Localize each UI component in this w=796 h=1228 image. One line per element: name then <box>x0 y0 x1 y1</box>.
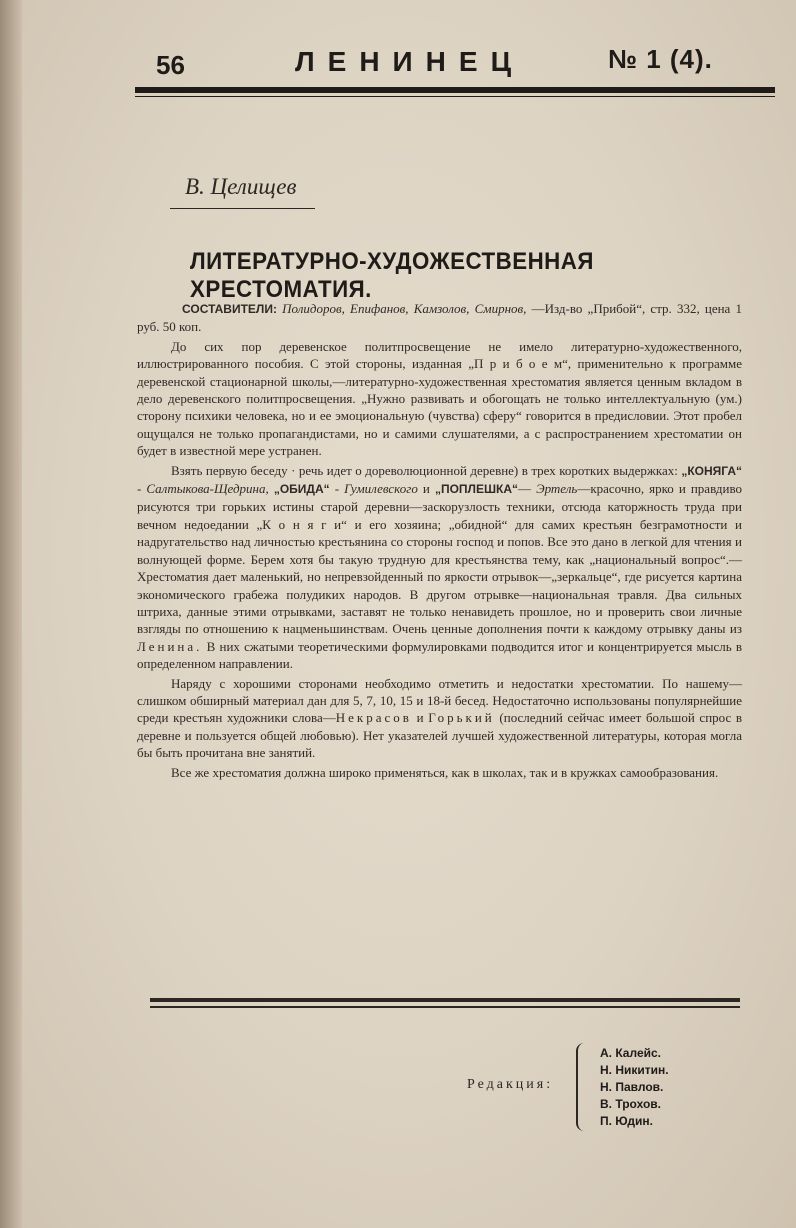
paragraph-2-text: Взять первую беседу · речь идет о дореволюционной деревне) в трех коротких выдержках: <box>171 462 678 478</box>
work-author: Салтыкова-Щедрина, <box>146 481 269 497</box>
footer-rule-thin <box>150 1006 740 1008</box>
brace-bracket <box>576 1043 588 1131</box>
footer-rule <box>150 998 740 1002</box>
issue-number: № 1 (4). <box>608 44 713 74</box>
editor-name: В. Трохов. <box>600 1097 661 1111</box>
work-author: Гумилевского <box>344 481 418 497</box>
paragraph-3-text: Наряду с хорошими сторонами необходимо отметить и недостатки хрестоматии. По нашему—слишком обширный материал дан для 5, 7, 10, 15 и 18-й бесед. Недостаточно использованы популярнейшие среди крестьян художники слова— <box>137 675 742 726</box>
journal-title: ЛЕНИНЕЦ <box>295 46 525 77</box>
running-header <box>150 44 770 84</box>
paragraph-2-text: В них сжатыми теоретическими формулировками подводится итог и концентрируется мысль в определенном направлении. <box>137 638 743 672</box>
paragraph-2-text: —красочно, ярко и правдиво рисуются три горьких истины старой деревни—заскорузлость техники, отсюда каторжность труда при вечном недоедании „К о н я г и“ и его хозяина; „обидной“ для самих крестьян безграмотности и надругательство над личностью крестьянина со стороны господ и попов. Все это дано в легкой для чтения и волнующей форме. Берем хотя бы такую трудную для крестьянства тему, как „национальный вопрос“.—Хрестоматия дает маленький, но непревзойденный по яркости отрывок—„зеркальце“, где рисуется картина экономического грабежа полудиких народов. В другом отрывке—национальная травля. Два сильных штриха, данные этими отрывками, заставят не только ненавидеть прошлое, но и проверить свои личные взгляды по отношению к нацменьшинствам. Очень ценные дополнения почти к каждому отрывку даны из <box>137 481 743 637</box>
header-rule-thin <box>135 96 775 97</box>
compilers-names: Полидоров, Епифанов, Камзолов, Смирнов, <box>282 301 527 316</box>
page-spine-shadow <box>0 0 22 1228</box>
compilers-label: СОСТАВИТЕЛИ: <box>182 302 277 316</box>
paragraph-1: До сих пор деревенское политпросвещение не имело литературно-художественного, иллюстрированного пособия. С этой стороны, изданная „П р и б о е м“, применительно к программе деревенской стационарной школы,—литературно-художественная хрестоматия является ценным вкладом в дело деревенского политпросвещения. „Нужно развивать и обогощать не только интеллектуальную (ум.) сторону психики человека, но и ее эмоциональную (чувства) сферу“ говорится в предисловии. Этот пробел ощущался не только пропагандистами, но и самими слушателями, а с распространением хрестоматии он будет в известной мере устранен. <box>137 338 742 459</box>
editor-name: П. Юдин. <box>600 1114 653 1128</box>
conjunction: и <box>422 481 430 497</box>
editor-name: Н. Никитин. <box>600 1063 669 1077</box>
author-underline <box>170 208 315 209</box>
editorial-board-list <box>600 1045 669 1130</box>
editorial-board-label: Редакция: <box>467 1077 554 1092</box>
conjunction: и <box>416 710 424 726</box>
spaced-name: Ленина. <box>137 638 203 654</box>
spaced-name: Горький <box>428 710 495 726</box>
spaced-name: Некрасов <box>335 710 412 726</box>
editor-name: Н. Павлов. <box>600 1080 664 1094</box>
paragraph-2: Взять первую беседу · речь идет о дореволюционной деревне) в трех коротких выдержках: „КОНЯГА“ - Салтыкова-Щедрина, „ОБИДА“ - Гумилевского и „ПОПЛЕШКА“— Эртель—красочно, ярко и правдиво рисуются три горьких истины старой деревни—заскорузлость техники, отсюда каторжность труда при вечном недоедании „К о н я г и“ и его хозяина; „обидной“ для самих крестьян безграмотности и надругательство над личностью крестьянина со стороны господ и попов. Все это дано в легкой для чтения и волнующей форме. Берем хотя бы такую трудную для крестьянства тему, как „национальный вопрос“.—Хрестоматия дает маленький, но непревзойденный по яркости отрывок—„зеркальце“, где рисуется картина экономического грабежа полудиких народов. В другом отрывке—национальная травля. Два сильных штриха, данные этими отрывками, заставят не только ненавидеть прошлое, но и проверить свои личные взгляды по отношению к нацменьшинствам. Очень ценные дополнения почти к каждому отрывку даны из Ленина. В них сжатыми теоретическими формулировками подводится итог и концентрируется мысль в определенном направлении. <box>137 462 743 672</box>
paragraph-3-text: (последний сейчас имеет большой спрос в деревне и пользуется общей любовью). Нет указателей лучшей художественной литературы, которая могла бы быть прочитана вне занятий. <box>137 710 743 761</box>
work-author: Эртель <box>536 481 578 497</box>
article-title: ЛИТЕРАТУРНО-ХУДОЖЕСТВЕННАЯ ХРЕСТОМАТИЯ. <box>190 248 594 303</box>
article-body <box>137 300 742 783</box>
bibliography-line <box>137 300 742 336</box>
header-rule <box>135 87 775 93</box>
publisher-info: —Изд-во „Прибой“, стр. 332, цена 1 руб. 50 коп. <box>137 301 742 335</box>
work-title: „КОНЯГА“ <box>681 463 743 478</box>
work-title: „ОБИДА“ <box>273 482 330 497</box>
editor-name: А. Калейс. <box>600 1046 662 1060</box>
work-title: „ПОПЛЕШКА“ <box>434 482 518 497</box>
article-author: В. Целищев <box>185 174 297 199</box>
paragraph-4: Все же хрестоматия должна широко применяться, как в школах, так и в кружках самообразования. <box>171 764 719 780</box>
page-number: 56 <box>156 50 185 80</box>
paragraph-3 <box>137 675 742 762</box>
